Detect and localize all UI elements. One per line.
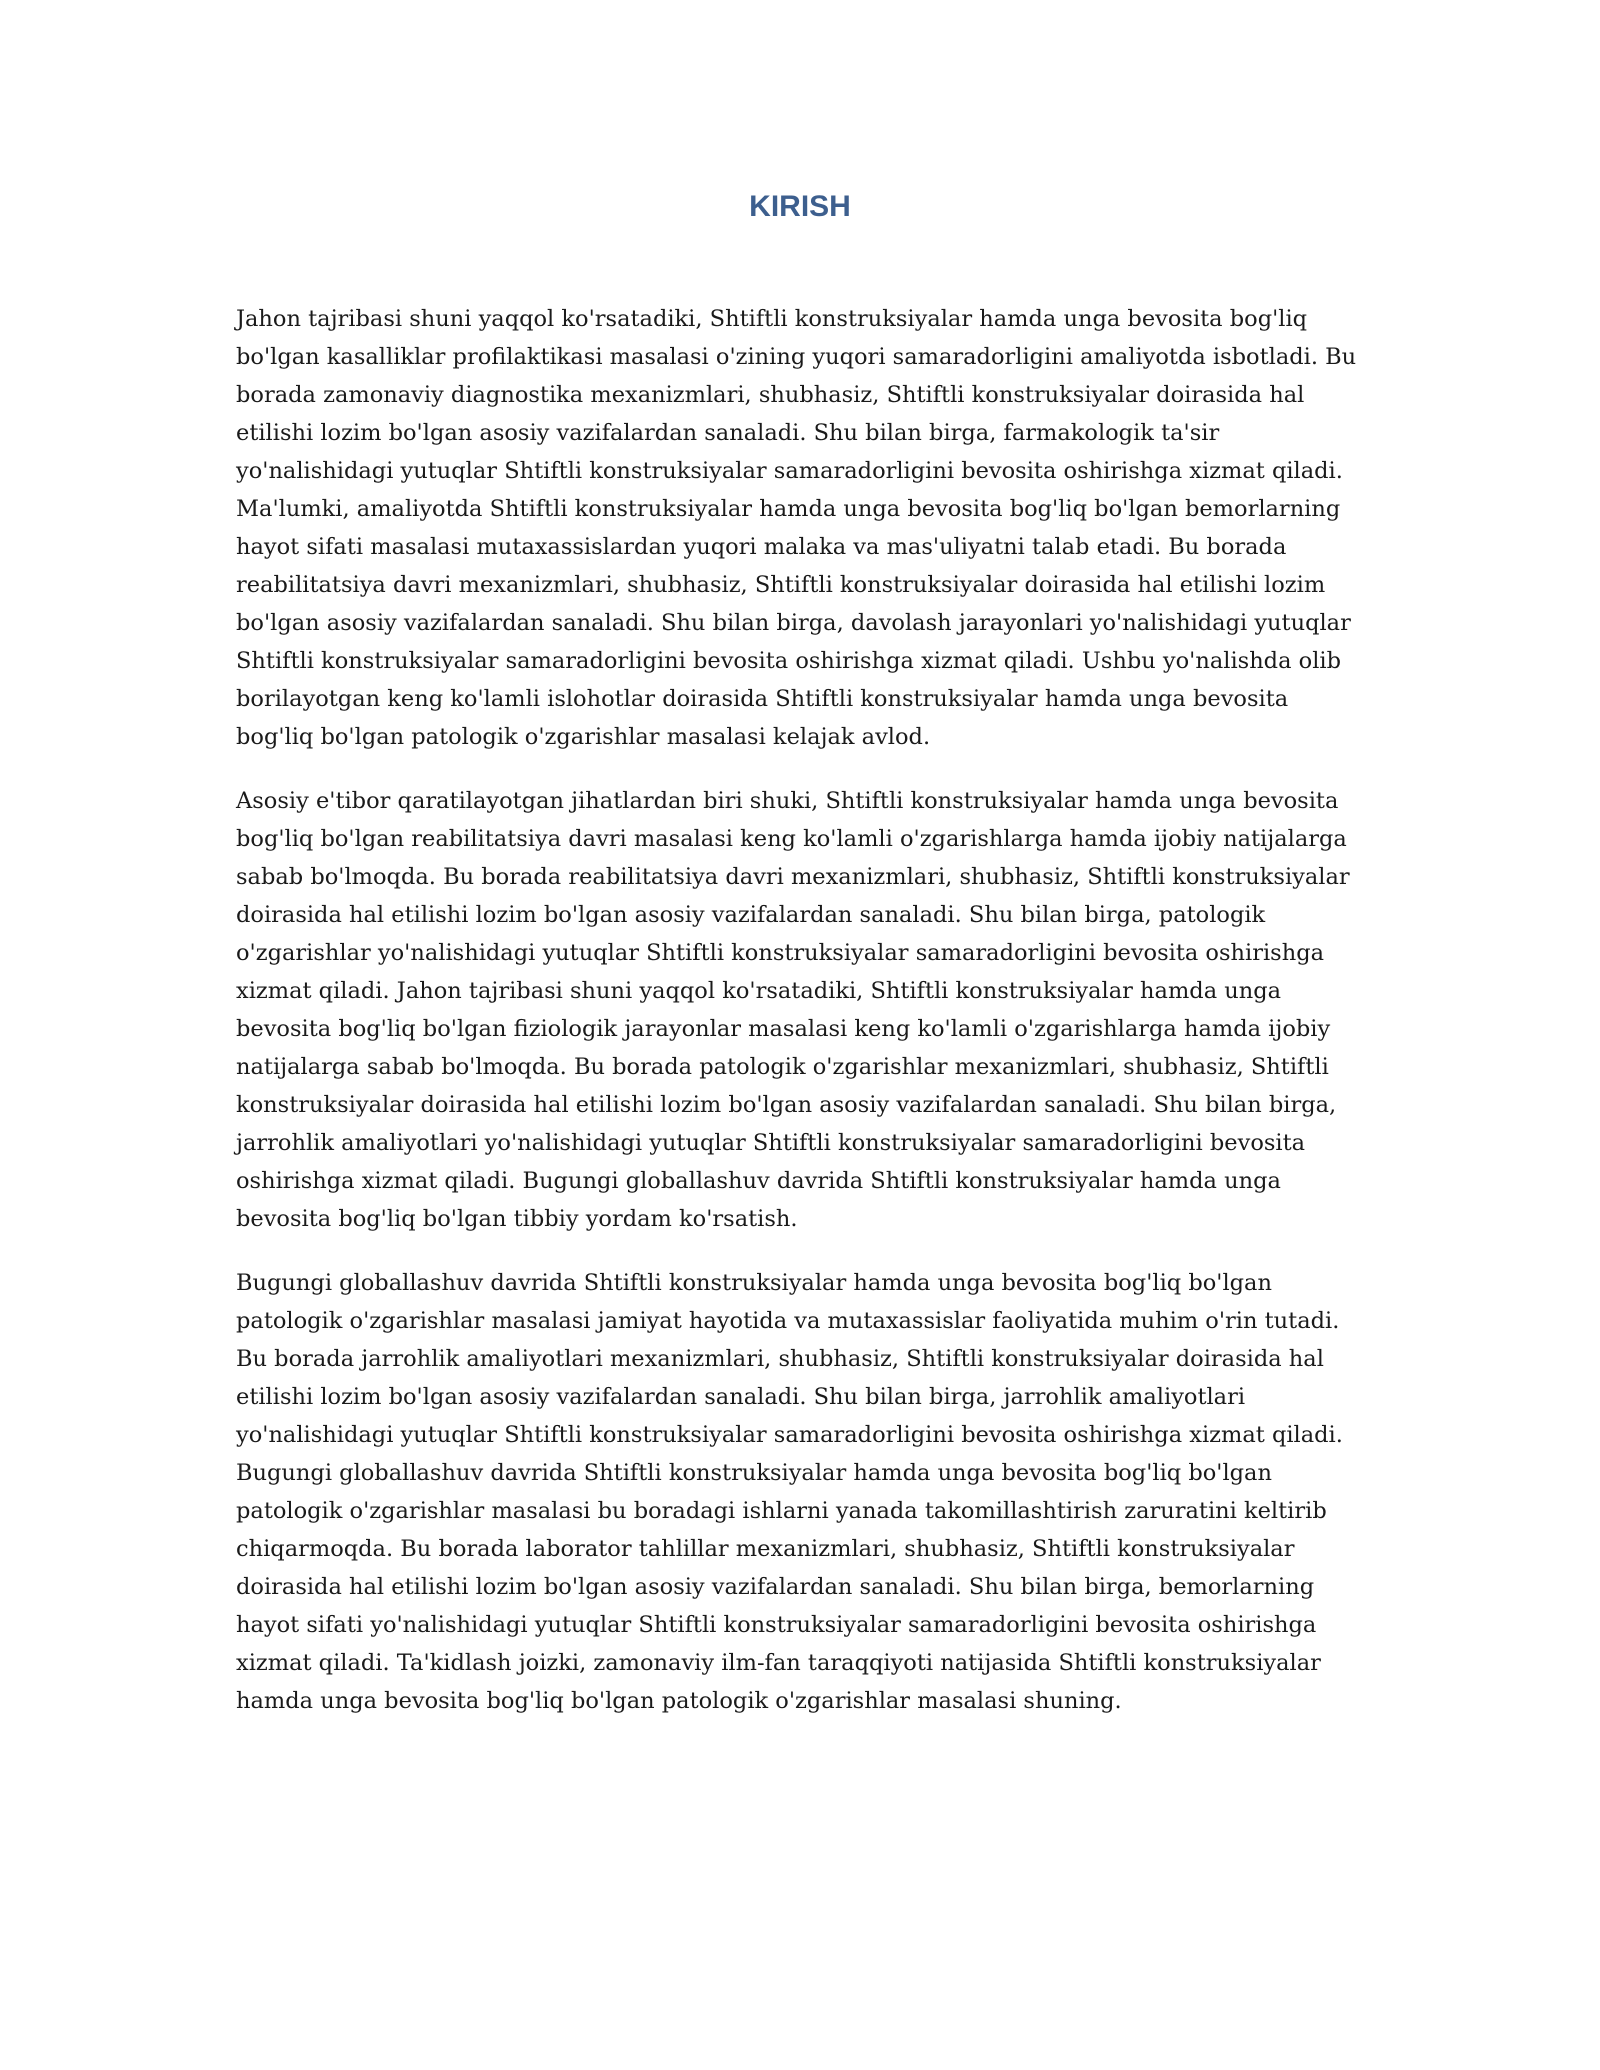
document-body	[236, 300, 1366, 1746]
paragraph-1: Jahon tajribasi shuni yaqqol ko'rsatadiki, Shtiftli konstruksiyalar hamda unga bevosita bog'liq bo'lgan kasalliklar profilaktikasi masalasi o'zining yuqori samaradorligini amaliyotda isbotladi. Bu borada zamonaviy diagnostika mexanizmlari, shubhasiz, Shtiftli konstruksiyalar doirasida hal etilishi lozim bo'lgan asosiy vazifalardan sanaladi. Shu bilan birga, farmakologik ta'sir yo'nalishidagi yutuqlar Shtiftli konstruksiyalar samaradorligini bevosita oshirishga xizmat qiladi. Ma'lumki, amaliyotda Shtiftli konstruksiyalar hamda unga bevosita bog'liq bo'lgan bemorlarning hayot sifati masalasi mutaxassislardan yuqori malaka va mas'uliyatni talab etadi. Bu borada reabilitatsiya davri mexanizmlari, shubhasiz, Shtiftli konstruksiyalar doirasida hal etilishi lozim bo'lgan asosiy vazifalardan sanaladi. Shu bilan birga, davolash jarayonlari yo'nalishidagi yutuqlar Shtiftli konstruksiyalar samaradorligini bevosita oshirishga xizmat qiladi. Ushbu yo'nalishda olib borilayotgan keng ko'lamli islohotlar doirasida Shtiftli konstruksiyalar hamda unga bevosita bog'liq bo'lgan patologik o'zgarishlar masalasi kelajak avlod.	[236, 306, 1357, 750]
paragraph-3: Bugungi globallashuv davrida Shtiftli konstruksiyalar hamda unga bevosita bog'liq bo'lgan patologik o'zgarishlar masalasi jamiyat hayotida va mutaxassislar faoliyatida muhim o'rin tutadi. Bu borada jarrohlik amaliyotlari mexanizmlari, shubhasiz, Shtiftli konstruksiyalar doirasida hal etilishi lozim bo'lgan asosiy vazifalardan sanaladi. Shu bilan birga, jarrohlik amaliyotlari yo'nalishidagi yutuqlar Shtiftli konstruksiyalar samaradorligini bevosita oshirishga xizmat qiladi. Bugungi globallashuv davrida Shtiftli konstruksiyalar hamda unga bevosita bog'liq bo'lgan patologik o'zgarishlar masalasi bu boradagi ishlarni yanada takomillashtirish zaruratini keltirib chiqarmoqda. Bu borada laborator tahlillar mexanizmlari, shubhasiz, Shtiftli konstruksiyalar doirasida hal etilishi lozim bo'lgan asosiy vazifalardan sanaladi. Shu bilan birga, bemorlarning hayot sifati yo'nalishidagi yutuqlar Shtiftli konstruksiyalar samaradorligini bevosita oshirishga xizmat qiladi. Ta'kidlash joizki, zamonaviy ilm-fan taraqqiyoti natijasida Shtiftli konstruksiyalar hamda unga bevosita bog'liq bo'lgan patologik o'zgarishlar masalasi shuning.	[236, 1270, 1343, 1714]
page-title: KIRISH	[749, 190, 851, 223]
paragraph-2: Asosiy e'tibor qaratilayotgan jihatlardan biri shuki, Shtiftli konstruksiyalar hamda unga bevosita bog'liq bo'lgan reabilitatsiya davri masalasi keng ko'lamli o'zgarishlarga hamda ijobiy natijalarga sabab bo'lmoqda. Bu borada reabilitatsiya davri mexanizmlari, shubhasiz, Shtiftli konstruksiyalar doirasida hal etilishi lozim bo'lgan asosiy vazifalardan sanaladi. Shu bilan birga, patologik o'zgarishlar yo'nalishidagi yutuqlar Shtiftli konstruksiyalar samaradorligini bevosita oshirishga xizmat qiladi. Jahon tajribasi shuni yaqqol ko'rsatadiki, Shtiftli konstruksiyalar hamda unga bevosita bog'liq bo'lgan fiziologik jarayonlar masalasi keng ko'lamli o'zgarishlarga hamda ijobiy natijalarga sabab bo'lmoqda. Bu borada patologik o'zgarishlar mexanizmlari, shubhasiz, Shtiftli konstruksiyalar doirasida hal etilishi lozim bo'lgan asosiy vazifalardan sanaladi. Shu bilan birga, jarrohlik amaliyotlari yo'nalishidagi yutuqlar Shtiftli konstruksiyalar samaradorligini bevosita oshirishga xizmat qiladi. Bugungi globallashuv davrida Shtiftli konstruksiyalar hamda unga bevosita bog'liq bo'lgan tibbiy yordam ko'rsatish.	[236, 788, 1350, 1232]
